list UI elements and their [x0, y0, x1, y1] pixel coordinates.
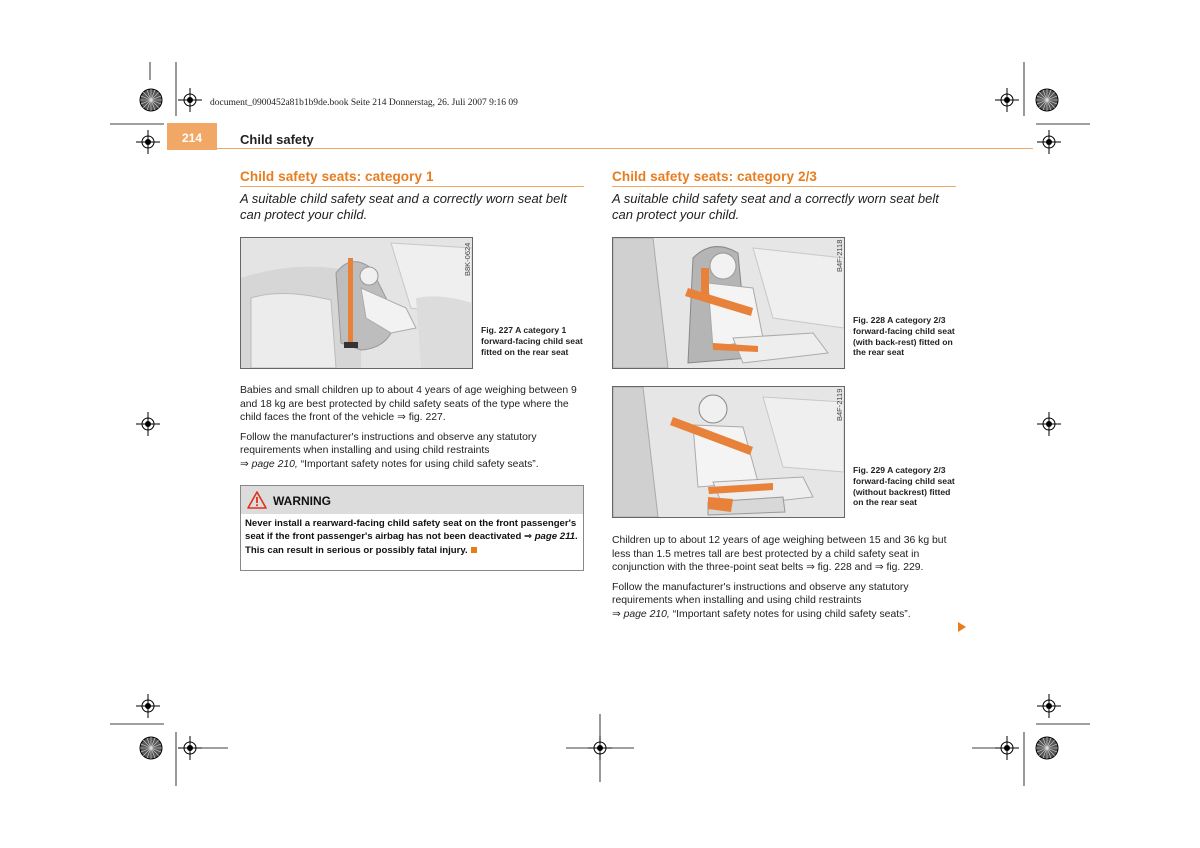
- right-paragraph-1: Children up to about 12 years of age weighing between 15 and 36 kg but less than 1.5 metres tall are best protected by a child safety seat in conjunction with the three-point seat belts ⇒ fig. 228 and ⇒ fig. 229.: [612, 535, 947, 574]
- figure-228-photo: [612, 237, 845, 369]
- left-paragraph-2-text: Follow the manufacturer's instructions and observe any statutory requirements when installing and using child restraints: [240, 431, 537, 457]
- left-heading: Child safety seats: category 1: [240, 169, 434, 184]
- warning-triangle-icon: [247, 491, 267, 509]
- right-page-ref-link[interactable]: page 210,: [623, 608, 670, 620]
- warning-box: [240, 485, 584, 571]
- warning-text: [245, 517, 581, 557]
- left-paragraph-2: [240, 431, 586, 472]
- left-paragraph-1: Babies and small children up to about 4 years of age weighing between 9 and 18 kg are best protected by child safety seats of the type where the child faces the front of the vehicle ⇒ fig. 227.: [240, 385, 577, 424]
- figure-227-caption: Fig. 227 A category 1 forward-facing child seat fitted on the rear seat: [481, 325, 583, 357]
- left-body: [240, 384, 586, 478]
- figure-228-code: B4F-2118: [835, 239, 844, 272]
- print-header: document_0900452a81b1b9de.book Seite 214 Donnerstag, 26. Juli 2007 9:16 09: [210, 98, 518, 108]
- continue-arrow-icon: [958, 622, 966, 632]
- right-lead: A suitable child safety seat and a correctly worn seat belt can protect your child.: [612, 191, 939, 222]
- right-paragraph-2: [612, 581, 958, 622]
- figure-227-photo: [240, 237, 473, 369]
- warning-text-2: . This can result in serious or possibly fatal injury.: [245, 531, 578, 556]
- figure-229-caption: Fig. 229 A category 2/3 forward-facing child seat (without backrest) fitted on the rear seat: [853, 465, 955, 508]
- warning-text-1: Never install a rearward-facing child safety seat on the front passenger's seat if the front passenger's airbag has not been deactivated ⇒: [245, 518, 577, 543]
- header-rule: [217, 148, 1033, 149]
- right-paragraph-2-text: Follow the manufacturer's instructions and observe any statutory requirements when installing and using child restraints: [612, 581, 909, 607]
- section-title: Child safety: [240, 132, 314, 147]
- figure-228-caption: Fig. 228 A category 2/3 forward-facing child seat (with back-rest) fitted on the rear seat: [853, 315, 955, 358]
- figure-227-code: B8K-0624: [463, 242, 472, 276]
- left-page-ref-link[interactable]: page 210,: [251, 458, 298, 470]
- left-ref-title: “Important safety notes for using child safety seats”.: [297, 458, 539, 470]
- right-ref-arrow: ⇒: [612, 608, 624, 620]
- end-of-section-marker: [471, 547, 477, 553]
- right-heading-rule: [612, 186, 956, 187]
- left-lead: A suitable child safety seat and a correctly worn seat belt can protect your child.: [240, 191, 567, 222]
- figure-229-photo: [612, 386, 845, 518]
- right-ref-title: “Important safety notes for using child safety seats”.: [669, 608, 911, 620]
- warning-page-ref-link[interactable]: page 211: [534, 531, 576, 543]
- page-number: 214: [181, 131, 203, 145]
- left-heading-rule: [240, 186, 584, 187]
- left-ref-arrow: ⇒: [240, 458, 252, 470]
- figure-229-code: B4F-2119: [835, 388, 844, 421]
- warning-header: [241, 486, 583, 514]
- right-body: [612, 534, 958, 628]
- warning-label: WARNING: [273, 494, 331, 508]
- right-heading: Child safety seats: category 2/3: [612, 169, 818, 184]
